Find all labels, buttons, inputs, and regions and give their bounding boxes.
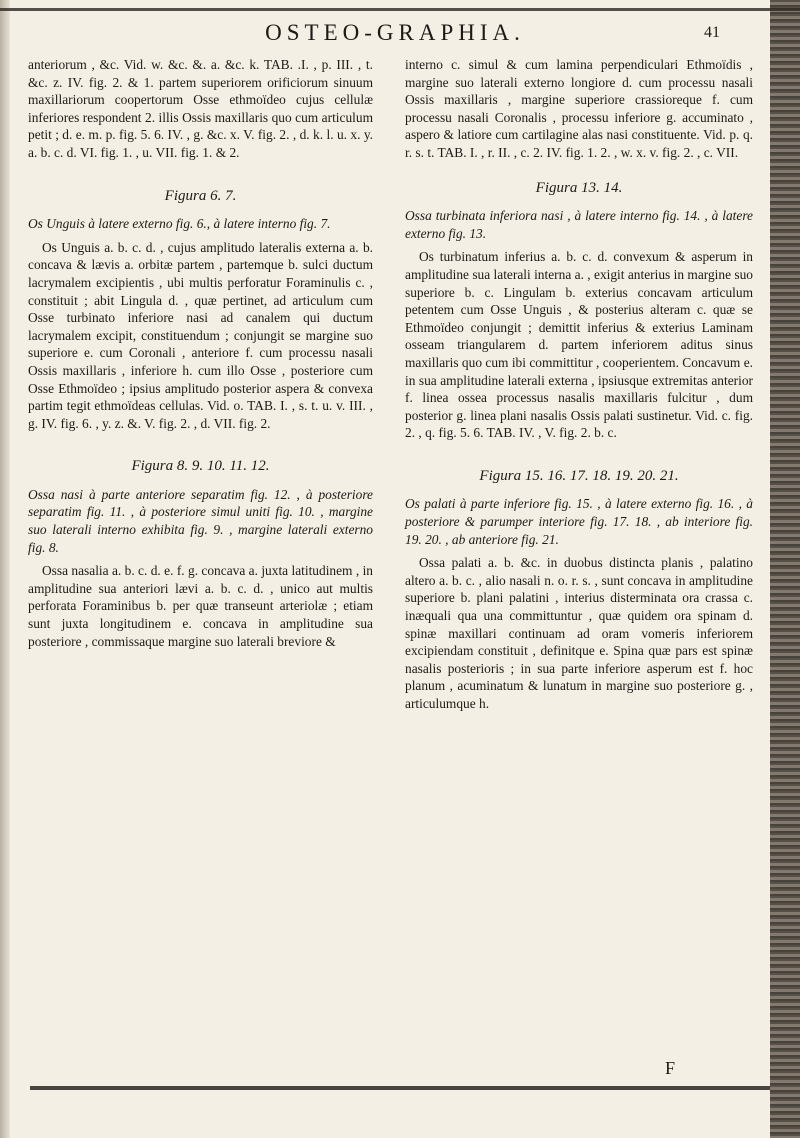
right-paragraph-3: Ossa palati a. b. &c. in duobus distincta planis , palatino altero a. b. c. , alio nasali n. o. r. s. , sunt concava in amplitudine superiore b. plani palatini , interius disterminata ora crassa c. inæquali qua una committuntur , quæ quidem ora spinam d. spinæ maxillari continuam ad oram vomeris inferiorem excipiendam constituit , definitque e. Spina quæ pars est spinæ nasalis posterioris ; in sua parte inferiore asperum est f. hoc planum , acuminatum & lunatum in margine suo posteriore g. , articulumque h. [405,555,753,711]
header-rule [0,8,800,11]
page-left-shadow [0,0,10,1138]
signature-mark: F [665,1058,676,1078]
figure-caption-8-12: Ossa nasi à parte anteriore separatim fig. 12. , à posteriore separatim fig. 11. , à posteriore simul uniti fig. 10. , margine suo laterali interno exhibita fig. 9. , margine laterali externo fig. 8. [28,486,373,555]
page-footer [0,1058,800,1098]
footer-rule [30,1086,770,1090]
figure-caption-13-14: Ossa turbinata inferiora nasi , à latere interno fig. 14. , à latere externo fig. 13. [405,208,753,241]
figure-caption-6-7: Os Unguis à latere externo fig. 6., à latere interno fig. 7. [28,216,331,232]
left-paragraph-2: Os Unguis a. b. c. d. , cujus amplitudo lateralis externa a. b. concava & lævis a. orbitæ partem , partemque b. sulci ductum lacrymalem excipientis , ubi multis perforatur Foraminulis c. , constituit ; abit Lingula d. , quæ pertinet, ad articulum cum Osse turbinato inferiore nasi ad canalem qui ductum lacrymalem excipit, constituendum ; conjungit se margine suo superiore e. cum Coronali , anteriore f. cum processu nasali Ossis maxillaris , inferiore h. cum illo Osse , posteriore cum Osse Ethmoïdeo ; ipsius amplitudo posterior aspera & convexa partim tegit ethmoïdeas cellulas. Vid. o. TAB. I. , s. t. u. v. III. , g. IV. fig. 6. , y. z. &. V. fig. 2. , d. VII. fig. 2. [28,239,373,431]
right-paragraph-2: Os turbinatum inferius a. b. c. d. convexum & asperum in amplitudine sua laterali interna a. , exigit anterius in margine suo superiore b. c. Lingulam b. exterius concavam articulum petentem cum Osse Unguis , & posterius alteram c. quæ se Ethmoïdeo conjungit ; demittit inferius & exterius Laminam osseam triangularem d. partem inferiorem aditus sinus maxillaris quo cum ibi committitur , cooperientem. Concavum e. in sua amplitudine laterali externa , ipsiusque extremitas anterior f. linea ossea processus nasalis maxillaris fulcitur , dum posterior g. linea plani nasalis Ossis palati sustinetur. Vid. c. fig. 2. , q. fig. 5. 6. TAB. IV. , V. fig. 2. b. c. [405,249,753,441]
left-paragraph-1: anteriorum , &c. Vid. w. &c. &. a. &c. k. TAB. .I. , p. III. , t. &c. z. IV. fig. 2. & 1. partem superiorem orificiorum sinuum maxillariorum coopertorum Osse ethmoïdeo cujus cellulæ inferiores respondent 2. illis Ossis maxillaris quo cum articulum petit ; d. e. m. p. fig. 5. 6. IV. , g. &c. x. V. fig. 2. , d. k. l. u. x. y. a. b. c. d. VI. fig. 1. , u. VII. fig. 1. & 2. [28,57,373,160]
left-paragraph-3: Ossa nasalia a. b. c. d. e. f. g. concava a. juxta latitudinem , in amplitudine sua anteriori lævi a. b. c. d. , unico aut multis perforata Foraminibus b. per quæ transeunt arteriolæ ; etiam sunt juxta longitudinem e. concava in amplitudine sua posteriore , commissaque margine suo laterali breviore & [28,563,373,649]
page-header [70,20,720,54]
book-edge [770,0,800,1138]
figure-heading-15-21: Figura 15. 16. 17. 18. 19. 20. 21. [479,467,679,484]
right-column [405,56,753,713]
figure-heading-8-12: Figura 8. 9. 10. 11. 12. [131,458,270,475]
page-number: 41 [704,24,720,41]
figure-heading-13-14: Figura 13. 14. [535,179,623,196]
figure-caption-15-21: Os palati à parte inferiore fig. 15. , à latere externo fig. 16. , à posteriore & parumper interiore fig. 17. 18. , ab interiore fig. 19. 20. , ab anteriore fig. 21. [405,496,753,547]
running-title: OSTEO-GRAPHIA. [265,20,525,45]
right-paragraph-1: interno c. simul & cum lamina perpendiculari Ethmoïdis , margine suo laterali externo longiore d. cum processu nasali Ossis maxillaris , margine superiore crassioreque f. cum processu nasali Coronalis , processu inferiore g. accuminato , aspero & latiore cum cartilagine alas nasi constituente. Vid. p. q. r. s. t. TAB. I. , r. II. , c. 2. IV. fig. 1. 2. , w. x. v. fig. 2. , c. VII. [405,57,753,160]
left-column [28,56,373,650]
figure-heading-6-7: Figura 6. 7. [164,187,237,204]
